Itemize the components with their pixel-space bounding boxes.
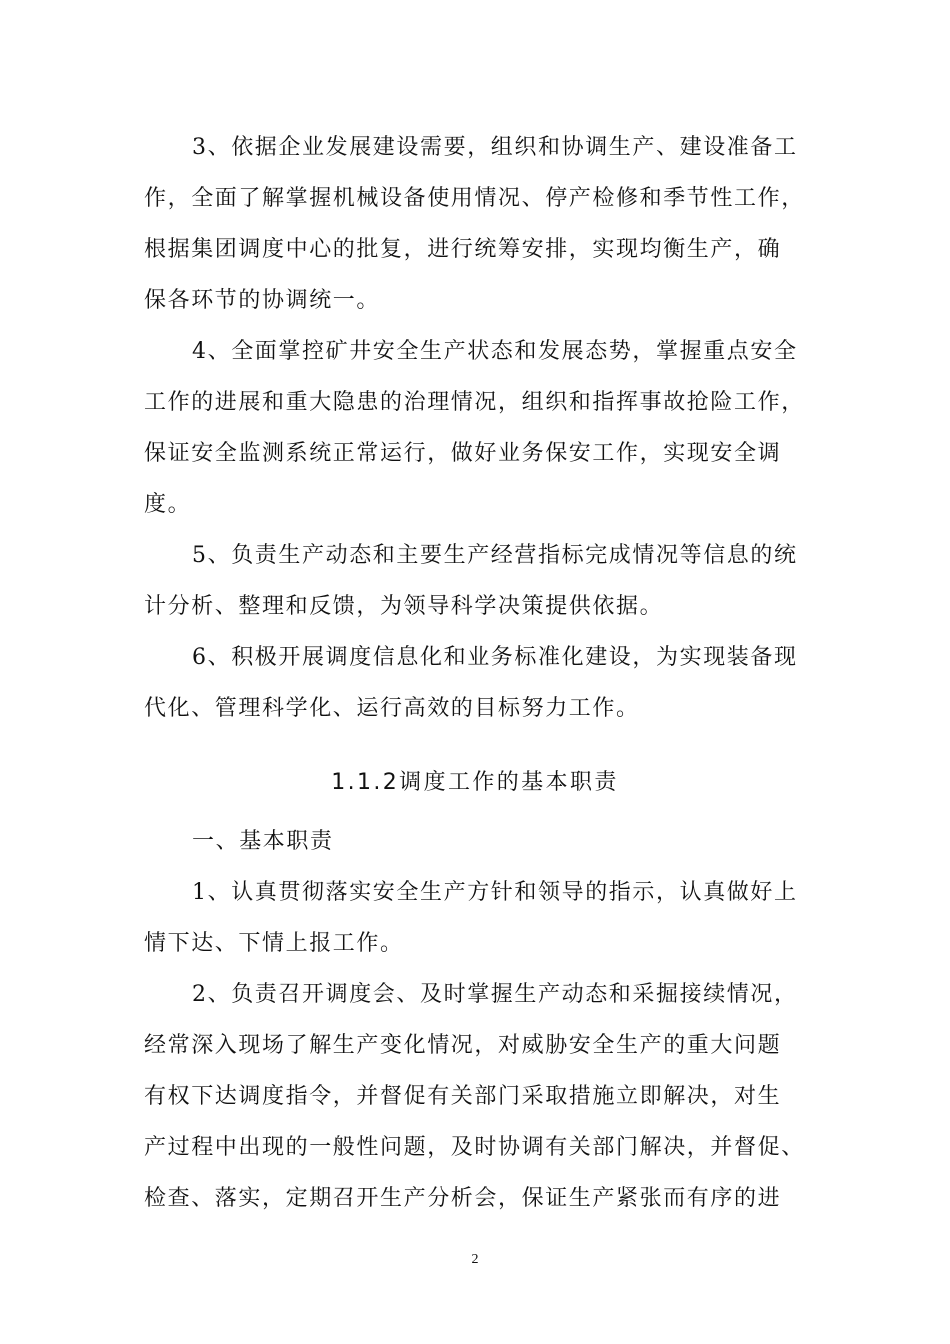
paragraph-4-line-1: 4、全面掌控矿井安全生产状态和发展态势，掌握重点安全: [192, 339, 798, 364]
duty-2-line-4: 产过程中出现的一般性问题，及时协调有关部门解决，并督促、: [144, 1135, 805, 1160]
paragraph-3-line-4: 保各环节的协调统一。: [144, 288, 381, 313]
paragraph-4-line-2: 工作的进展和重大隐患的治理情况，组织和指挥事故抢险工作，: [144, 390, 805, 415]
duty-1-line-2: 情下达、下情上报工作。: [144, 931, 404, 956]
paragraph-3-line-3: 根据集团调度中心的批复，进行统筹安排，实现均衡生产，确: [144, 237, 782, 262]
duty-2-line-2: 经常深入现场了解生产变化情况，对威胁安全生产的重大问题: [144, 1033, 782, 1058]
paragraph-5-line-2: 计分析、整理和反馈，为领导科学决策提供依据。: [144, 594, 664, 619]
paragraph-3-line-1: 3、依据企业发展建设需要，组织和协调生产、建设准备工: [192, 135, 798, 160]
duty-2-line-3: 有权下达调度指令，并督促有关部门采取措施立即解决，对生: [144, 1084, 782, 1109]
duty-1-line-1: 1、认真贯彻落实安全生产方针和领导的指示，认真做好上: [192, 880, 798, 905]
paragraph-4-line-4: 度。: [144, 492, 192, 517]
paragraph-5-line-1: 5、负责生产动态和主要生产经营指标完成情况等信息的统: [192, 543, 798, 568]
paragraph-6-line-1: 6、积极开展调度信息化和业务标准化建设，为实现装备现: [192, 645, 798, 670]
page-number: 2: [471, 1252, 479, 1267]
paragraph-3-line-2: 作，全面了解掌握机械设备使用情况、停产检修和季节性工作，: [144, 186, 805, 211]
duty-2-line-1: 2、负责召开调度会、及时掌握生产动态和采掘接续情况，: [192, 982, 798, 1007]
section-heading: 1.1.2调度工作的基本职责: [331, 770, 619, 795]
subsection-title: 一、基本职责: [192, 829, 334, 854]
paragraph-6-line-2: 代化、管理科学化、运行高效的目标努力工作。: [144, 696, 640, 721]
paragraph-4-line-3: 保证安全监测系统正常运行，做好业务保安工作，实现安全调: [144, 441, 782, 466]
duty-2-line-5: 检查、落实，定期召开生产分析会，保证生产紧张而有序的进: [144, 1186, 782, 1211]
